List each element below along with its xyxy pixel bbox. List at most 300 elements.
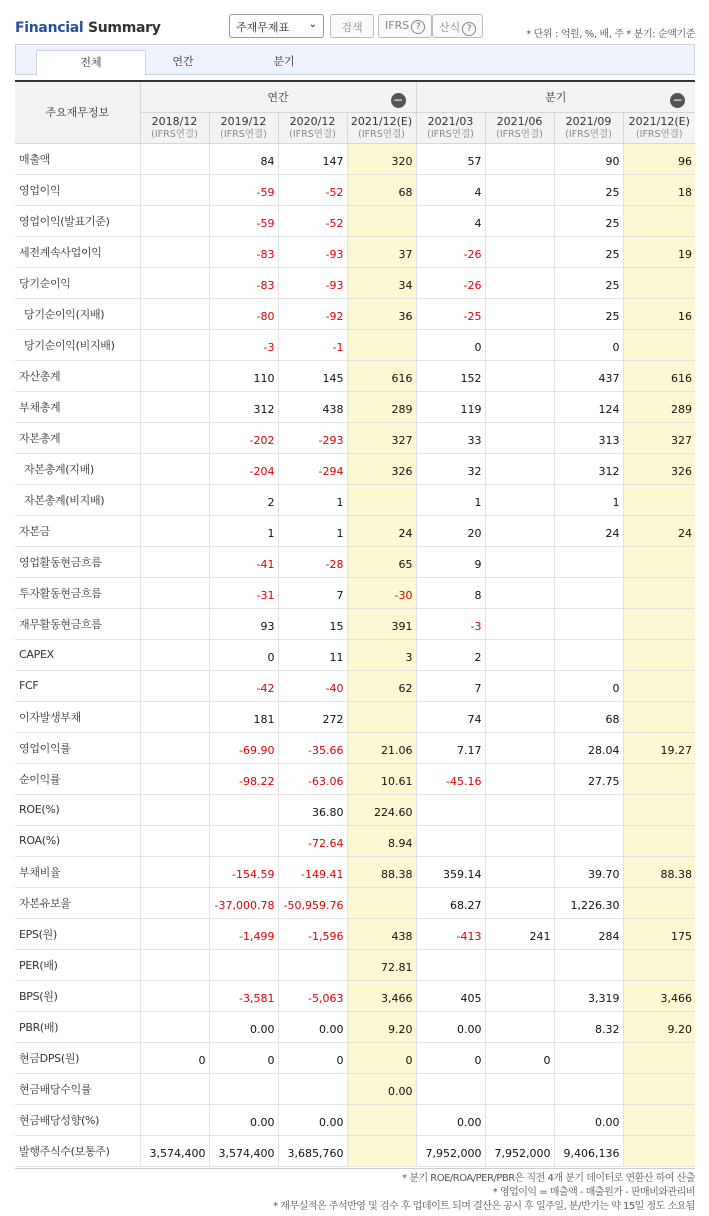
row-label: 당기순이익(비지배) xyxy=(15,329,140,360)
table-row xyxy=(15,918,695,949)
table-cell xyxy=(416,825,485,856)
table-row xyxy=(15,360,695,391)
table-cell: 65 xyxy=(347,546,416,577)
table-cell: 7.17 xyxy=(416,732,485,763)
table-cell xyxy=(485,887,554,918)
table-cell: 72.81 xyxy=(347,949,416,980)
row-label: 영업활동현금흐름 xyxy=(15,546,140,577)
table-cell: 19 xyxy=(623,236,695,267)
row-label: CAPEX xyxy=(15,639,140,670)
table-cell: 152 xyxy=(416,360,485,391)
table-cell xyxy=(623,639,695,670)
table-cell xyxy=(140,825,209,856)
row-label: 현금DPS(원) xyxy=(15,1042,140,1073)
row-label: 자산총계 xyxy=(15,360,140,391)
table-cell xyxy=(140,794,209,825)
table-cell xyxy=(278,949,347,980)
table-cell xyxy=(554,825,623,856)
table-cell: 0 xyxy=(347,1042,416,1073)
table-cell xyxy=(347,1104,416,1135)
table-cell: 7,952,000 xyxy=(416,1135,485,1166)
column-period: 2021/12(E) xyxy=(350,114,413,128)
table-cell xyxy=(485,608,554,639)
table-cell xyxy=(140,298,209,329)
row-label: 당기순이익(지배) xyxy=(15,298,140,329)
column-period: 2021/09 xyxy=(565,114,612,128)
table-cell: -83 xyxy=(209,267,278,298)
table-cell: 15 xyxy=(278,608,347,639)
table-cell: -3,581 xyxy=(209,980,278,1011)
quarter-group-label: 분기 xyxy=(545,90,567,104)
table-cell: 272 xyxy=(278,701,347,732)
row-label: 자본총계 xyxy=(15,422,140,453)
table-cell: 8 xyxy=(416,577,485,608)
column-period: 2019/12 xyxy=(220,114,267,128)
table-cell: 0.00 xyxy=(347,1073,416,1104)
table-cell: -41 xyxy=(209,546,278,577)
tab-quarter[interactable]: 분기 xyxy=(273,55,295,68)
table-cell: 68 xyxy=(554,701,623,732)
table-cell: -98.22 xyxy=(209,763,278,794)
column-basis: (IFRS연결) xyxy=(358,128,405,140)
chevron-down-icon: ⌄ xyxy=(308,19,317,30)
table-cell: 0.00 xyxy=(554,1104,623,1135)
table-row xyxy=(15,174,695,205)
table-cell xyxy=(623,794,695,825)
column-header xyxy=(554,112,623,143)
table-row xyxy=(15,732,695,763)
table-cell: -31 xyxy=(209,577,278,608)
table-cell: -1 xyxy=(278,329,347,360)
table-cell xyxy=(623,608,695,639)
row-label: 현금배당성향(%) xyxy=(15,1104,140,1135)
table-row xyxy=(15,515,695,546)
table-cell xyxy=(623,484,695,515)
annual-group-header xyxy=(140,81,416,112)
table-cell: 25 xyxy=(554,205,623,236)
table-cell: 0.00 xyxy=(416,1011,485,1042)
table-row xyxy=(15,546,695,577)
table-cell: 3,466 xyxy=(623,980,695,1011)
table-cell xyxy=(554,608,623,639)
annual-group-label: 연간 xyxy=(267,90,289,104)
table-cell xyxy=(623,670,695,701)
table-cell xyxy=(485,174,554,205)
tab-all[interactable]: 전체 xyxy=(36,50,146,76)
table-cell xyxy=(278,1073,347,1104)
table-cell: -202 xyxy=(209,422,278,453)
table-cell: 39.70 xyxy=(554,856,623,887)
table-cell xyxy=(554,577,623,608)
table-cell: -80 xyxy=(209,298,278,329)
table-cell: 0.00 xyxy=(209,1011,278,1042)
table-cell xyxy=(623,763,695,794)
table-cell: 241 xyxy=(485,918,554,949)
table-cell: -204 xyxy=(209,453,278,484)
table-cell xyxy=(416,794,485,825)
table-cell xyxy=(485,577,554,608)
table-cell xyxy=(140,422,209,453)
table-cell xyxy=(485,484,554,515)
table-cell xyxy=(140,236,209,267)
table-cell: -5,063 xyxy=(278,980,347,1011)
table-cell xyxy=(416,949,485,980)
table-cell: -3 xyxy=(209,329,278,360)
table-cell xyxy=(140,856,209,887)
row-label: 자본금 xyxy=(15,515,140,546)
table-cell xyxy=(209,949,278,980)
table-row xyxy=(15,608,695,639)
column-header xyxy=(623,112,695,143)
table-cell: 119 xyxy=(416,391,485,422)
label-column-header: 주요재무정보 xyxy=(15,81,140,143)
table-row xyxy=(15,1104,695,1135)
table-cell xyxy=(140,143,209,174)
table-cell xyxy=(485,391,554,422)
table-cell: -30 xyxy=(347,577,416,608)
table-row xyxy=(15,763,695,794)
table-cell: 1 xyxy=(278,484,347,515)
column-header xyxy=(485,112,554,143)
table-cell: 20 xyxy=(416,515,485,546)
table-cell xyxy=(485,856,554,887)
footnote: * 분기 ROE/ROA/PER/PBR은 직전 4개 분기 데이터로 연환산 하여 산출 xyxy=(402,1173,695,1184)
table-cell: 405 xyxy=(416,980,485,1011)
row-label: PBR(배) xyxy=(15,1011,140,1042)
table-cell: -3 xyxy=(416,608,485,639)
table-cell xyxy=(485,670,554,701)
table-row xyxy=(15,825,695,856)
column-period: 2020/12 xyxy=(289,114,336,128)
table-cell: 438 xyxy=(347,918,416,949)
table-cell xyxy=(347,484,416,515)
financial-summary-table xyxy=(15,80,695,1167)
table-cell xyxy=(485,422,554,453)
formula-label: 산식 xyxy=(439,21,461,34)
table-cell xyxy=(140,918,209,949)
table-cell xyxy=(140,484,209,515)
table-cell xyxy=(485,732,554,763)
table-cell xyxy=(209,794,278,825)
table-cell xyxy=(554,639,623,670)
table-cell: 88.38 xyxy=(623,856,695,887)
table-cell: 0 xyxy=(140,1042,209,1073)
footnote: * 영업이익 = 매출액 - 매출원가 - 판매비와관리비 xyxy=(492,1187,695,1198)
table-cell: 3,574,400 xyxy=(140,1135,209,1166)
table-cell xyxy=(623,1073,695,1104)
table-cell xyxy=(140,577,209,608)
row-label: 자본유보율 xyxy=(15,887,140,918)
table-cell xyxy=(140,329,209,360)
table-cell: -35.66 xyxy=(278,732,347,763)
column-period: 2018/12 xyxy=(151,114,198,128)
table-cell: 34 xyxy=(347,267,416,298)
table-cell: 0 xyxy=(209,639,278,670)
table-cell xyxy=(623,949,695,980)
table-cell: 1 xyxy=(209,515,278,546)
table-cell: -1,499 xyxy=(209,918,278,949)
table-row xyxy=(15,205,695,236)
table-row xyxy=(15,1073,695,1104)
table-row xyxy=(15,670,695,701)
column-period: 2021/03 xyxy=(427,114,474,128)
quarter-group-header xyxy=(416,81,695,112)
table-cell: 8.94 xyxy=(347,825,416,856)
table-cell xyxy=(485,143,554,174)
table-cell: 3,319 xyxy=(554,980,623,1011)
table-cell xyxy=(485,546,554,577)
table-row xyxy=(15,453,695,484)
footnote: * 재무실적은 주석반영 및 검수 후 업데이트 되며 결산은 공시 후 일주일, 분/반기는 약 15일 정도 소요됨 xyxy=(273,1201,695,1212)
row-label: 자본총계(지배) xyxy=(15,453,140,484)
unit-note: * 단위 : 억원, %, 배, 주 * 분기: 순액기준 xyxy=(526,29,695,40)
table-cell: -293 xyxy=(278,422,347,453)
table-cell: 0.00 xyxy=(416,1104,485,1135)
column-header xyxy=(278,112,347,143)
table-cell: -93 xyxy=(278,267,347,298)
table-cell: 16 xyxy=(623,298,695,329)
table-cell: 90 xyxy=(554,143,623,174)
table-cell: 289 xyxy=(347,391,416,422)
column-basis: (IFRS연결) xyxy=(427,128,474,140)
table-cell: 4 xyxy=(416,205,485,236)
table-cell: 9,406,136 xyxy=(554,1135,623,1166)
table-cell xyxy=(140,732,209,763)
row-label: 현금배당수익률 xyxy=(15,1073,140,1104)
table-cell: 3,574,400 xyxy=(209,1135,278,1166)
table-cell: 0 xyxy=(416,329,485,360)
column-basis: (IFRS연결) xyxy=(565,128,612,140)
table-cell: 320 xyxy=(347,143,416,174)
column-basis: (IFRS연결) xyxy=(220,128,267,140)
statement-type-value: 주재무제표 xyxy=(236,21,290,34)
page-title xyxy=(15,20,161,36)
formula-help-button[interactable] xyxy=(432,14,483,38)
table-cell: -45.16 xyxy=(416,763,485,794)
row-label: 자본총계(비지배) xyxy=(15,484,140,515)
table-cell: 18 xyxy=(623,174,695,205)
table-cell xyxy=(140,701,209,732)
table-cell xyxy=(485,236,554,267)
column-period: 2021/06 xyxy=(496,114,543,128)
table-cell: 2 xyxy=(209,484,278,515)
table-cell: 313 xyxy=(554,422,623,453)
table-cell: -92 xyxy=(278,298,347,329)
row-label: 매출액 xyxy=(15,143,140,174)
table-cell: 9 xyxy=(416,546,485,577)
table-cell: 327 xyxy=(347,422,416,453)
table-cell: -294 xyxy=(278,453,347,484)
question-icon: ? xyxy=(411,20,425,34)
table-cell: -26 xyxy=(416,236,485,267)
column-header xyxy=(140,112,209,143)
row-label: BPS(원) xyxy=(15,980,140,1011)
search-button-label: 검색 xyxy=(341,21,363,34)
table-cell xyxy=(140,546,209,577)
ifrs-label: IFRS xyxy=(385,19,410,32)
title-financial: Financial xyxy=(15,20,84,36)
table-cell: 0 xyxy=(278,1042,347,1073)
row-label: PER(배) xyxy=(15,949,140,980)
table-cell xyxy=(140,515,209,546)
table-cell: 21.06 xyxy=(347,732,416,763)
footnotes xyxy=(273,1172,695,1214)
table-cell xyxy=(347,205,416,236)
table-cell: 616 xyxy=(347,360,416,391)
table-cell xyxy=(554,794,623,825)
table-cell: -42 xyxy=(209,670,278,701)
table-cell xyxy=(623,1104,695,1135)
table-cell xyxy=(554,1073,623,1104)
table-cell xyxy=(209,825,278,856)
column-basis: (IFRS연결) xyxy=(151,128,198,140)
table-cell: 25 xyxy=(554,298,623,329)
table-cell xyxy=(140,980,209,1011)
table-cell xyxy=(485,1011,554,1042)
collapse-quarter-icon[interactable]: − xyxy=(670,93,685,108)
table-cell xyxy=(623,701,695,732)
table-cell: 1 xyxy=(416,484,485,515)
table-cell xyxy=(485,298,554,329)
column-header xyxy=(347,112,416,143)
table-cell: 93 xyxy=(209,608,278,639)
row-label: 영업이익 xyxy=(15,174,140,205)
table-cell: -28 xyxy=(278,546,347,577)
table-row xyxy=(15,887,695,918)
table-cell xyxy=(347,329,416,360)
table-cell: -1,596 xyxy=(278,918,347,949)
table-cell xyxy=(140,763,209,794)
table-cell: 37 xyxy=(347,236,416,267)
search-button[interactable] xyxy=(330,14,374,38)
table-cell xyxy=(623,825,695,856)
table-cell: -93 xyxy=(278,236,347,267)
statement-type-select[interactable] xyxy=(229,14,324,38)
table-cell: -83 xyxy=(209,236,278,267)
table-cell xyxy=(485,949,554,980)
table-cell: 0 xyxy=(554,329,623,360)
table-cell: 7,952,000 xyxy=(485,1135,554,1166)
table-cell: 175 xyxy=(623,918,695,949)
table-cell: 110 xyxy=(209,360,278,391)
table-cell: 616 xyxy=(623,360,695,391)
table-row xyxy=(15,236,695,267)
table-cell: 3,466 xyxy=(347,980,416,1011)
row-label: 부채비율 xyxy=(15,856,140,887)
table-cell: -50,959.76 xyxy=(278,887,347,918)
collapse-annual-icon[interactable]: − xyxy=(391,93,406,108)
table-cell xyxy=(347,701,416,732)
table-cell xyxy=(140,887,209,918)
table-cell: 84 xyxy=(209,143,278,174)
table-cell xyxy=(485,205,554,236)
table-row xyxy=(15,422,695,453)
table-cell: 8.32 xyxy=(554,1011,623,1042)
table-row xyxy=(15,1011,695,1042)
table-cell xyxy=(140,267,209,298)
table-cell: -413 xyxy=(416,918,485,949)
table-row xyxy=(15,484,695,515)
table-cell xyxy=(485,329,554,360)
table-cell xyxy=(485,267,554,298)
table-cell: -69.90 xyxy=(209,732,278,763)
table-cell: -59 xyxy=(209,205,278,236)
table-row xyxy=(15,856,695,887)
row-label: 영업이익(발표기준) xyxy=(15,205,140,236)
period-tabs xyxy=(15,44,695,75)
table-cell xyxy=(140,639,209,670)
table-cell: 11 xyxy=(278,639,347,670)
row-label: 발행주식수(보통주) xyxy=(15,1135,140,1166)
table-cell xyxy=(485,701,554,732)
table-cell: 36 xyxy=(347,298,416,329)
table-cell: -37,000.78 xyxy=(209,887,278,918)
table-cell: 1 xyxy=(278,515,347,546)
table-cell: -52 xyxy=(278,205,347,236)
table-cell xyxy=(485,1104,554,1135)
table-cell: 68.27 xyxy=(416,887,485,918)
table-cell: 9.20 xyxy=(347,1011,416,1042)
table-cell: 1 xyxy=(554,484,623,515)
table-cell: 181 xyxy=(209,701,278,732)
row-label: ROA(%) xyxy=(15,825,140,856)
table-cell xyxy=(140,1073,209,1104)
ifrs-help-button[interactable] xyxy=(378,14,432,38)
table-cell: -59 xyxy=(209,174,278,205)
table-cell: 0.00 xyxy=(278,1104,347,1135)
table-cell: 3,685,760 xyxy=(278,1135,347,1166)
tab-annual[interactable]: 연간 xyxy=(172,55,194,68)
table-cell: -25 xyxy=(416,298,485,329)
table-cell: 10.61 xyxy=(347,763,416,794)
table-cell xyxy=(485,825,554,856)
table-cell: 88.38 xyxy=(347,856,416,887)
table-cell: 27.75 xyxy=(554,763,623,794)
table-cell: 1,226.30 xyxy=(554,887,623,918)
table-cell: 7 xyxy=(416,670,485,701)
table-cell: 19.27 xyxy=(623,732,695,763)
table-cell: 145 xyxy=(278,360,347,391)
table-cell xyxy=(140,205,209,236)
table-row xyxy=(15,143,695,174)
table-cell: 224.60 xyxy=(347,794,416,825)
table-cell: 3 xyxy=(347,639,416,670)
row-label: EPS(원) xyxy=(15,918,140,949)
table-cell: 289 xyxy=(623,391,695,422)
table-row xyxy=(15,980,695,1011)
table-cell: 96 xyxy=(623,143,695,174)
table-row xyxy=(15,267,695,298)
table-cell: 147 xyxy=(278,143,347,174)
table-cell: 326 xyxy=(623,453,695,484)
table-cell: -63.06 xyxy=(278,763,347,794)
table-cell: 0 xyxy=(485,1042,554,1073)
divider xyxy=(15,1168,695,1169)
table-row xyxy=(15,1135,695,1166)
table-cell xyxy=(623,577,695,608)
column-basis: (IFRS연결) xyxy=(635,128,683,140)
table-cell: 326 xyxy=(347,453,416,484)
column-period: 2021/12(E) xyxy=(628,114,690,128)
column-basis: (IFRS연결) xyxy=(496,128,543,140)
row-label: 영업이익률 xyxy=(15,732,140,763)
table-cell: -52 xyxy=(278,174,347,205)
table-row xyxy=(15,701,695,732)
table-cell xyxy=(347,887,416,918)
table-cell: 0 xyxy=(209,1042,278,1073)
table-cell: 284 xyxy=(554,918,623,949)
table-cell: 25 xyxy=(554,236,623,267)
